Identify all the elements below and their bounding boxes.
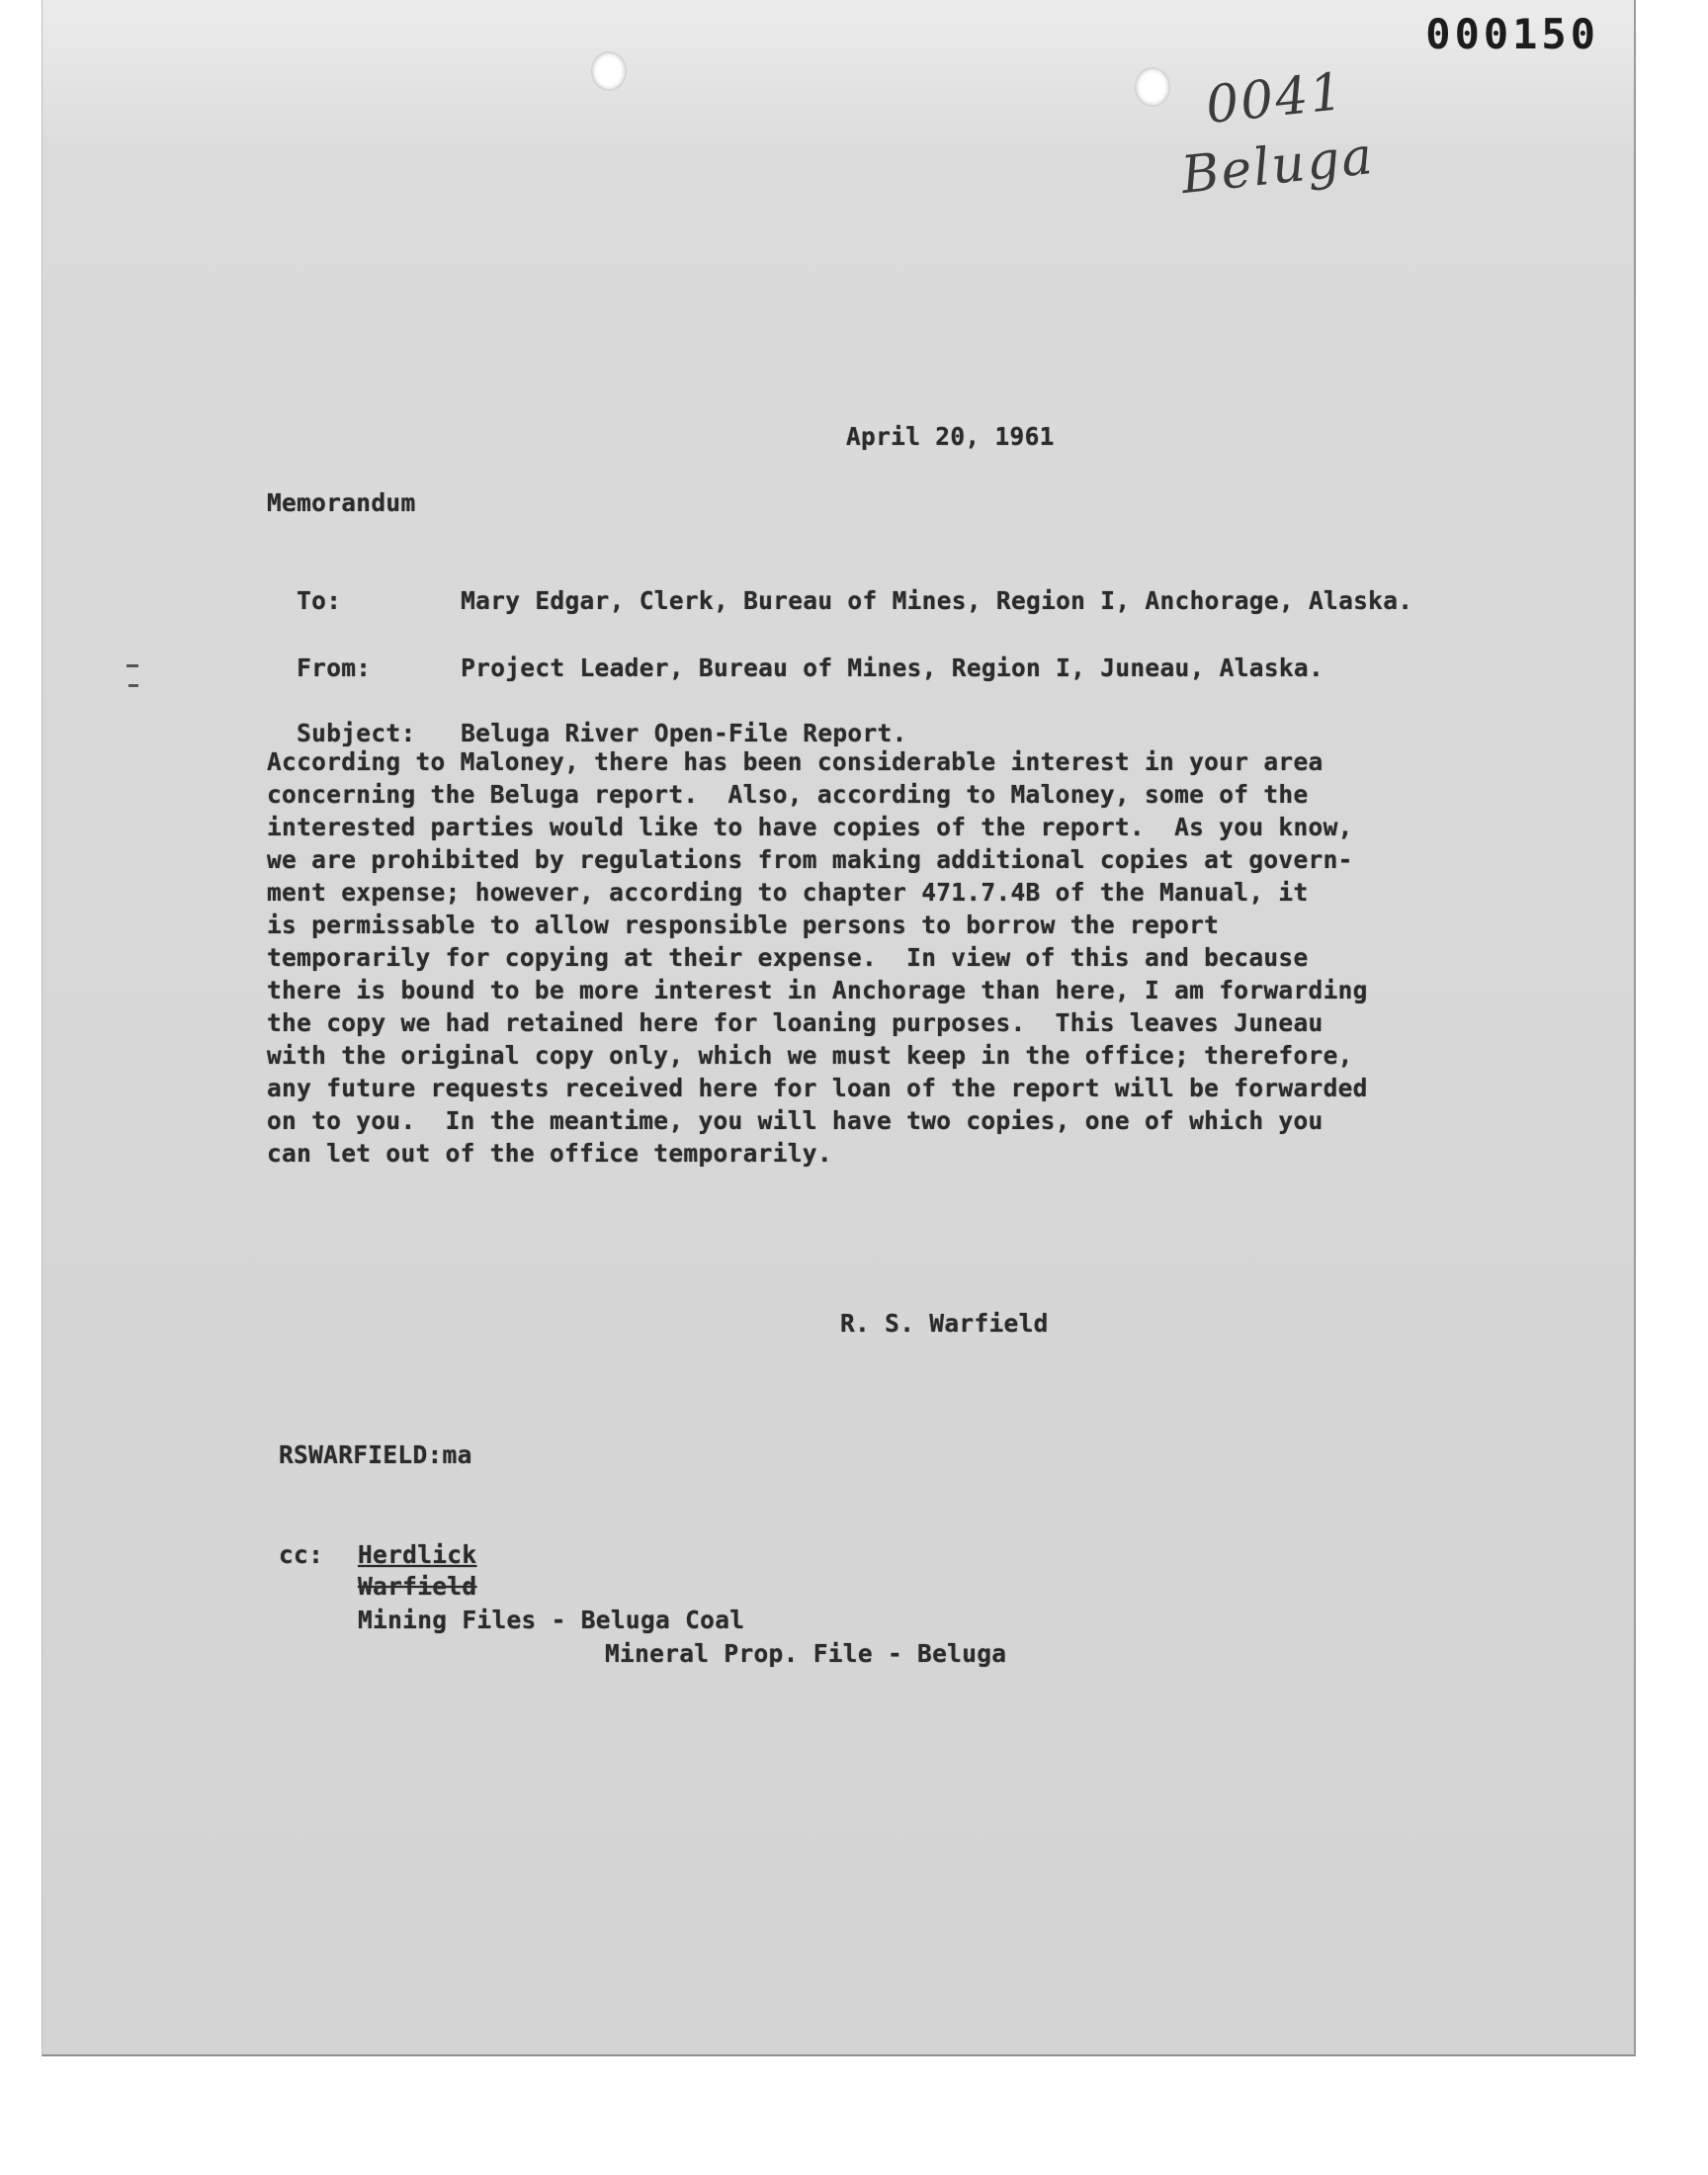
body-line: concerning the Beluga report. Also, according to Maloney, some of the bbox=[267, 780, 1309, 809]
body-line: we are prohibited by regulations from making additional copies at govern- bbox=[267, 845, 1353, 874]
to-value: Mary Edgar, Clerk, Bureau of Mines, Region I, Anchorage, Alaska. bbox=[461, 586, 1413, 615]
cc-herdlick: Herdlick bbox=[358, 1540, 477, 1569]
memo-body bbox=[267, 745, 1488, 1170]
to-label: To: bbox=[297, 586, 342, 615]
cc-mining-files: Mining Files - Beluga Coal bbox=[358, 1606, 745, 1634]
body-line: any future requests received here for loan of the report will be forwarded bbox=[267, 1074, 1368, 1102]
page-number-stamp: 000150 bbox=[1425, 10, 1599, 58]
body-line: interested parties would like to have copies of the report. As you know, bbox=[267, 813, 1353, 841]
subject-label: Subject: bbox=[297, 719, 416, 747]
cc-mineral-prop-file: Mineral Prop. File - Beluga bbox=[605, 1639, 1007, 1668]
reference-initials: RSWARFIELD:ma bbox=[279, 1440, 472, 1469]
subject-value: Beluga River Open-File Report. bbox=[461, 719, 907, 747]
handwritten-word: Beluga bbox=[1178, 126, 1378, 207]
body-line: temporarily for copying at their expense. In view of this and because bbox=[267, 943, 1309, 972]
from-label: From: bbox=[297, 653, 372, 682]
subject-line bbox=[267, 684, 907, 749]
to-line bbox=[267, 552, 1412, 617]
body-line: According to Maloney, there has been considerable interest in your area bbox=[267, 747, 1324, 776]
signature: R. S. Warfield bbox=[840, 1309, 1049, 1338]
body-line: the copy we had retained here for loaning purposes. This leaves Juneau bbox=[267, 1008, 1324, 1037]
body-line: ment expense; however, according to chapter 471.7.4B of the Manual, it bbox=[267, 878, 1309, 907]
handwritten-number: 0041 bbox=[1203, 61, 1348, 136]
body-line: there is bound to be more interest in Anchorage than here, I am forwarding bbox=[267, 976, 1368, 1004]
cc-warfield: Warfield bbox=[358, 1572, 477, 1601]
body-line: with the original copy only, which we must keep in the office; therefore, bbox=[267, 1041, 1353, 1070]
cc-label: cc: bbox=[279, 1540, 324, 1569]
memo-type: Memorandum bbox=[267, 488, 416, 517]
body-line: is permissable to allow responsible persons to borrow the report bbox=[267, 911, 1220, 939]
body-line: can let out of the office temporarily. bbox=[267, 1139, 832, 1168]
body-line: on to you. In the meantime, you will have two copies, one of which you bbox=[267, 1106, 1324, 1135]
punch-hole-right bbox=[1135, 67, 1170, 107]
memo-date: April 20, 1961 bbox=[846, 422, 1055, 451]
stray-mark bbox=[128, 684, 138, 687]
sheet-top-strip bbox=[43, 0, 1634, 148]
stray-mark bbox=[127, 664, 138, 667]
punch-hole-left bbox=[591, 51, 627, 91]
from-value: Project Leader, Bureau of Mines, Region I, Juneau, Alaska. bbox=[461, 653, 1324, 682]
from-line bbox=[267, 619, 1324, 684]
